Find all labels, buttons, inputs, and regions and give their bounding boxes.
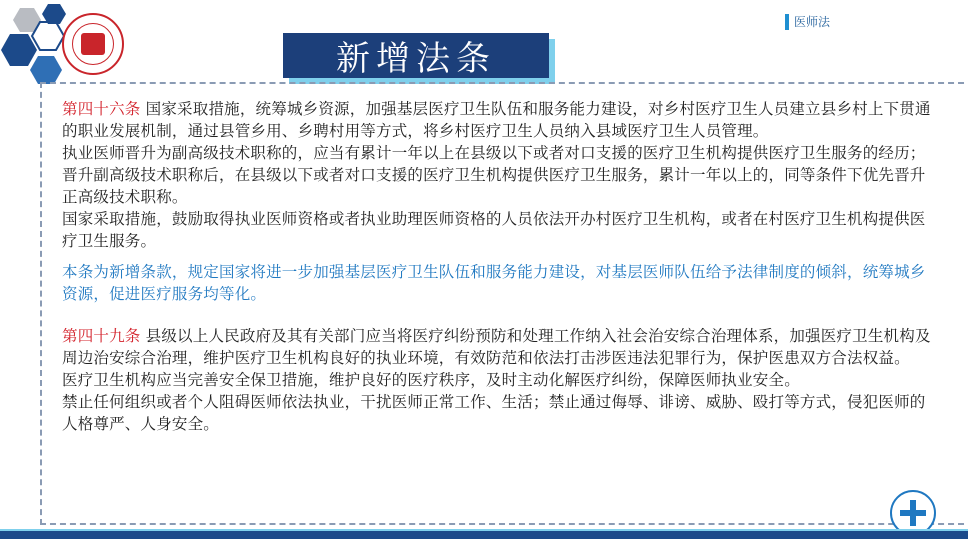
article-paragraph: 国家采取措施，鼓励取得执业医师资格或者执业助理医师资格的人员依法开办村医疗卫生机构，或者在村医疗卫生机构提供医疗卫生服务。: [62, 210, 926, 250]
page-title-box: [283, 33, 549, 78]
article-paragraph: 医疗卫生机构应当完善安全保卫措施，维护良好的医疗秩序，及时主动化解医疗纠纷，保障医师执业安全。: [62, 371, 800, 389]
article-text: 国家采取措施，统筹城乡资源，加强基层医疗卫生队伍和服务能力建设，对乡村医疗卫生人员建立县乡村上下贯通的职业发展机制，通过县管乡用、乡聘村用等方式，将乡村医疗卫生人员纳入县域医疗卫生人员管理。: [62, 100, 931, 140]
article-number: 第四十九条: [62, 327, 141, 345]
article-paragraph: 执业医师晋升为副高级技术职称的，应当有累计一年以上在县级以下或者对口支援的医疗卫生机构提供医疗卫生服务的经历；晋升副高级技术职称后，在县级以下或者对口支援的医疗卫生机构提供医疗卫生服务，累计一年以上的，同等条件下优先晋升正高级技术职称。: [62, 144, 926, 206]
article-paragraph: 禁止任何组织或者个人阻碍医师依法执业，干扰医师正常工作、生活；禁止通过侮辱、诽谤、威胁、殴打等方式，侵犯医师的人格尊严、人身安全。: [62, 393, 926, 433]
article-paragraph: [62, 325, 937, 369]
school-logo: [62, 13, 124, 75]
footer-bar: [0, 531, 968, 539]
article-paragraph: [62, 98, 937, 142]
content-body: [62, 98, 937, 435]
page-title: 新增法条: [336, 39, 496, 79]
section-tag: 医师法: [785, 14, 830, 30]
article-text: 县级以上人民政府及其有关部门应当将医疗纠纷预防和处理工作纳入社会治安综合治理体系，加强医疗卫生机构及周边治安综合治理，维护医疗卫生机构良好的执业环境，有效防范和依法打击涉医违法犯罪行为，保护医患双方合法权益。: [62, 327, 931, 367]
article-number: 第四十六条: [62, 100, 141, 118]
article-note: 本条为新增条款，规定国家将进一步加强基层医疗卫生队伍和服务能力建设，对基层医师队伍给予法律制度的倾斜，统筹城乡资源，促进医疗服务均等化。: [62, 263, 926, 303]
